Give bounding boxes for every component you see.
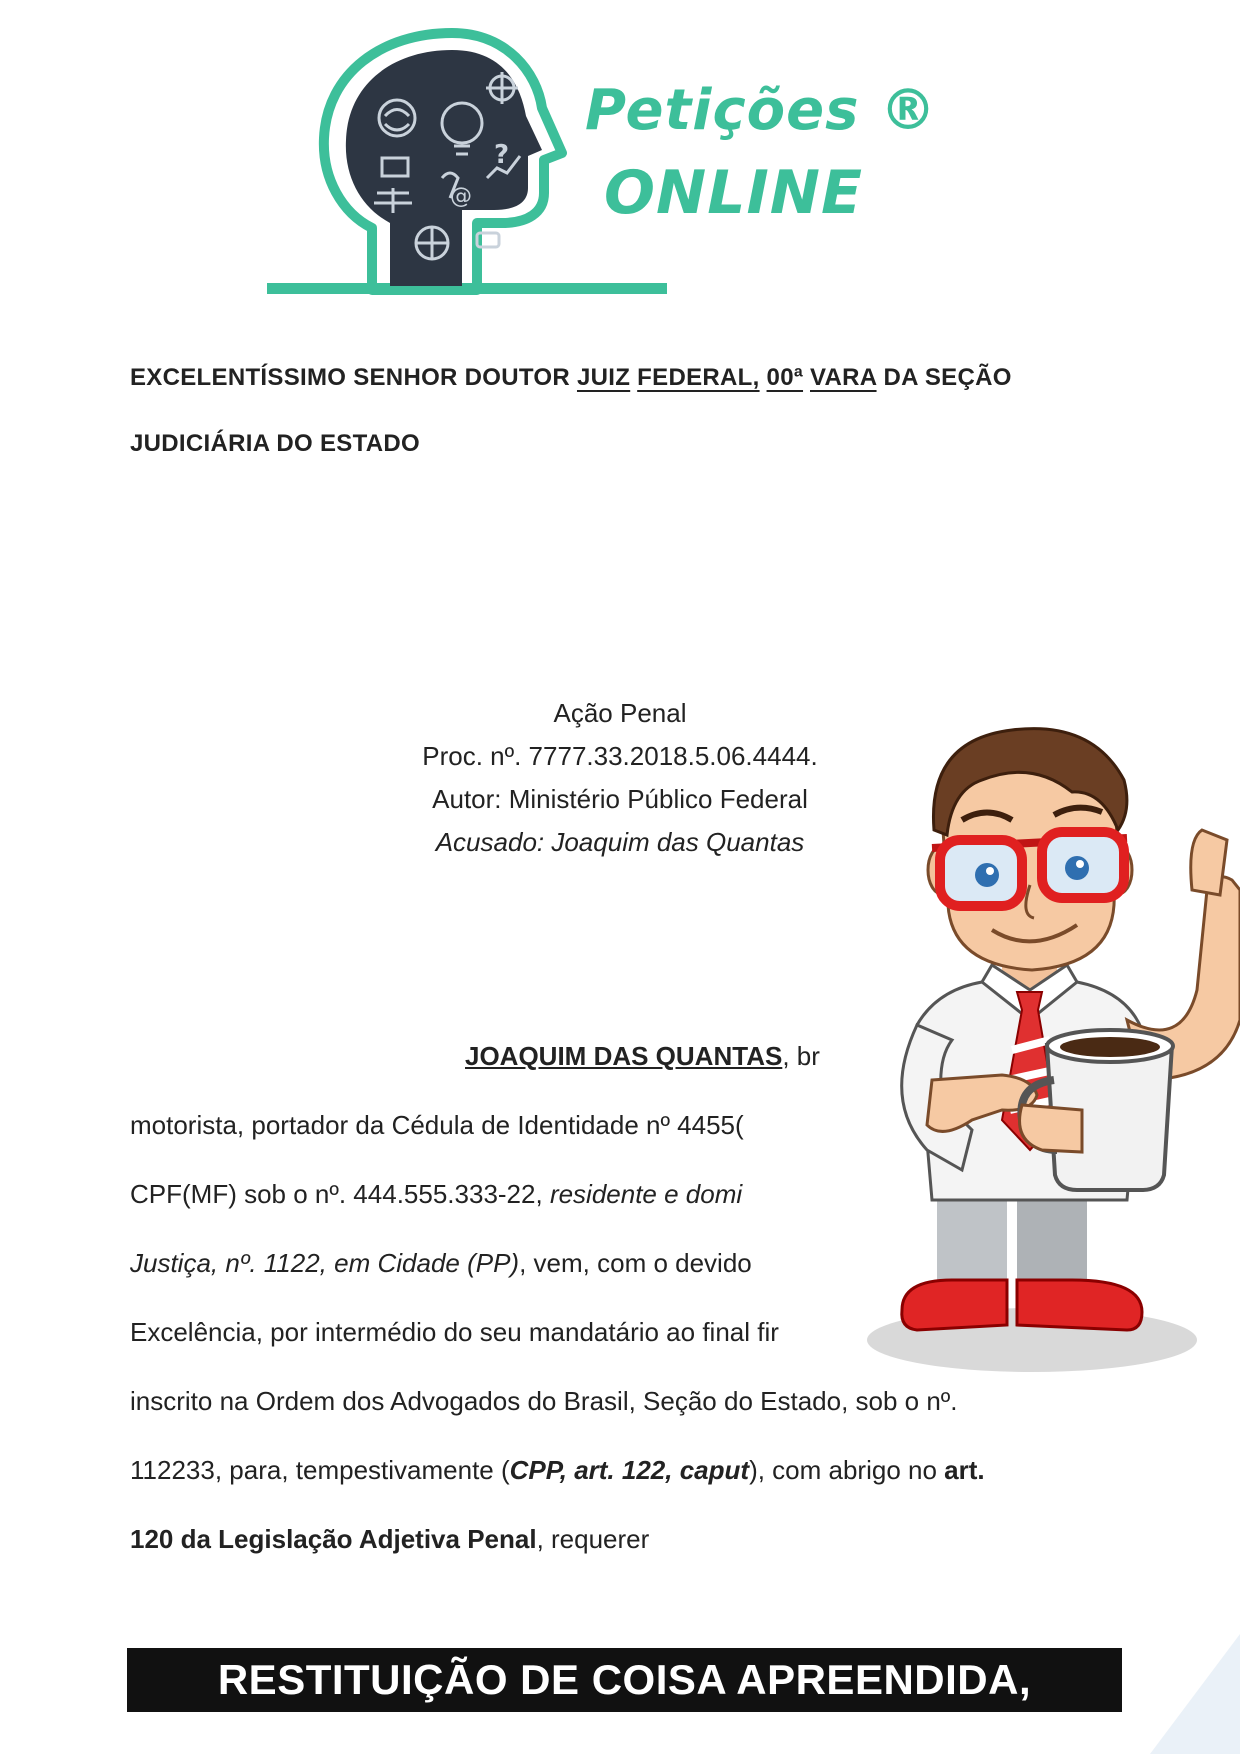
heading-judge: JUIZ xyxy=(576,364,631,391)
para-line-8 xyxy=(130,1505,1125,1574)
svg-text:@: @ xyxy=(450,184,472,209)
para-line-6: inscrito na Ordem dos Advogados do Brasil, Seção do Estado, sob o nº. xyxy=(130,1386,958,1416)
para-bold: art. xyxy=(944,1455,985,1485)
case-process: Proc. nº. 7777.33.2018.5.06.4444. xyxy=(422,741,818,771)
para-line-7 xyxy=(130,1436,1125,1505)
defendant-name: JOAQUIM DAS QUANTAS xyxy=(465,1041,783,1071)
para-text: CPF(MF) sob o nº. 444.555.333-22, xyxy=(130,1179,550,1209)
svg-text:?: ? xyxy=(494,140,510,170)
case-author: Autor: Ministério Público Federal xyxy=(432,784,808,814)
brand-title: Petições ® xyxy=(585,78,937,143)
para-bold: 120 da Legislação Adjetiva Penal xyxy=(130,1524,537,1554)
corner-decoration xyxy=(1120,1614,1240,1754)
para-text: , vem, com o devido xyxy=(519,1248,752,1278)
para-italic: residente e domi xyxy=(549,1179,743,1209)
heading-line-1 xyxy=(130,345,1120,411)
heading-federal: FEDERAL, xyxy=(637,364,760,391)
para-text: ), com abrigo no xyxy=(749,1455,945,1485)
para-text: , br xyxy=(782,1041,820,1071)
para-text: , requerer xyxy=(536,1524,650,1554)
heading-vara: VARA xyxy=(810,364,877,391)
court-heading xyxy=(130,345,1120,477)
heading-line-2: JUDICIÁRIA DO ESTADO xyxy=(130,430,421,457)
title-banner: RESTITUIÇÃO DE COISA APREENDIDA, xyxy=(127,1648,1122,1712)
para-italic: Justiça, nº. 1122, em Cidade (PP) xyxy=(130,1248,520,1278)
para-bold: CPP, art. 122, caput xyxy=(509,1455,750,1485)
brand-subtitle: ONLINE xyxy=(604,158,863,228)
heading-number: 00ª xyxy=(766,364,804,391)
para-line-2: motorista, portador da Cédula de Identidade nº 4455( xyxy=(130,1110,744,1140)
logo xyxy=(0,0,1240,310)
cartoon-man-icon xyxy=(842,720,1240,1380)
case-accused: Acusado: Joaquim das Quantas xyxy=(435,827,805,857)
heading-section: DA SEÇÃO xyxy=(876,364,1012,391)
para-text: 112233, para, tempestivamente ( xyxy=(130,1455,510,1485)
heading-text: EXCELENTÍSSIMO SENHOR DOUTOR xyxy=(130,364,577,391)
para-line-5: Excelência, por intermédio do seu mandatário ao final fir xyxy=(130,1317,779,1347)
case-action: Ação Penal xyxy=(553,698,687,728)
